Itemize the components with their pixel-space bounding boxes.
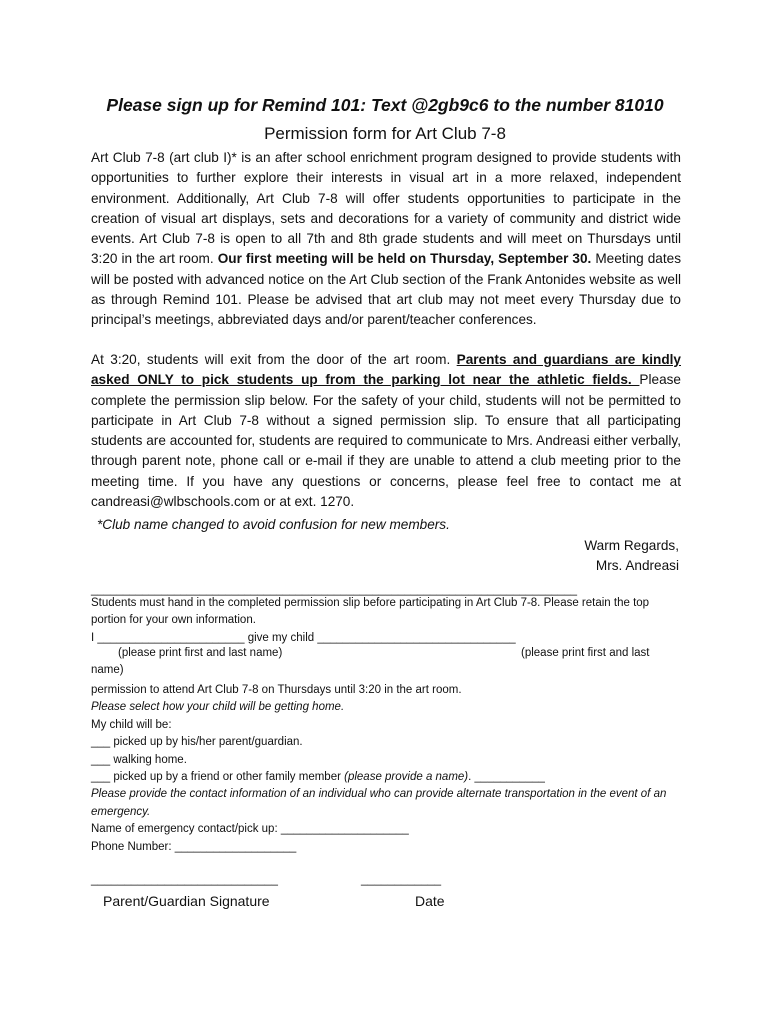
cut-line: ____________________________________________________________________________ <box>91 584 578 596</box>
emergency-contact-line: Name of emergency contact/pick up: ____________________ <box>91 823 409 836</box>
slip-instruction: Students must hand in the completed permission slip before participating in Art Club 7-8. Please retain the top portion for your own information. <box>91 597 650 627</box>
form-title: Permission form for Art Club 7-8 <box>264 124 506 143</box>
date-label: Date <box>415 893 445 909</box>
option-parent-pickup: ___ picked up by his/her parent/guardian. <box>91 736 303 749</box>
slip-header <box>91 595 671 647</box>
child-name-hint-continued: name) <box>91 664 124 676</box>
emergency-prompt: Please provide the contact information of an individual who can provide alternate transportation in the event of an emergency. <box>91 788 667 818</box>
parent-child-fill-line: I _______________________ give my child _______________________________ <box>91 631 516 644</box>
club-name-note: *Club name changed to avoid confusion for new members. <box>97 517 450 532</box>
phone-number-line: Phone Number: ___________________ <box>91 840 297 853</box>
option-friend-text: ___ picked up by a friend or other family member <box>91 771 345 784</box>
my-child-label: My child will be: <box>91 718 172 731</box>
signature-label: Parent/Guardian Signature <box>103 893 270 909</box>
child-name-hint: (please print first and last <box>521 647 650 659</box>
closing-signer: Mrs. Andreasi <box>595 558 679 573</box>
slip-body <box>91 682 671 856</box>
permission-statement: permission to attend Art Club 7-8 on Thursdays until 3:20 in the art room. <box>91 684 462 696</box>
intro-text-b: Meeting dates will be posted with advanced notice on the Art Club section of the Frank Antonides website as well as through Remind 101. Please be advised that art club may not meet every Thursday due to principal’s meetings, abbreviated days and/or parent/teacher conferences. <box>91 251 681 328</box>
dismissal-paragraph <box>91 350 681 512</box>
dismissal-text-a: At 3:20, students will exit from the door of the art room. <box>91 352 457 367</box>
first-meeting-notice: Our first meeting will be held on Thursday, September 30. <box>217 251 592 267</box>
dismissal-text-b: Please complete the permission slip below. For the safety of your child, students will not be permitted to participate in Art Club 7-8 without a signed permission slip. To ensure that all participating students are accounted for, students are required to communicate to Mrs. Andreasi either verbally, through parent note, phone call or e-mail if they are unable to attend a club meeting prior to the meeting time. If you have any questions or concerns, please feel free to contact me at candreasi@wlbschools.com or at ext. 1270. <box>91 372 681 510</box>
intro-text-a: Art Club 7-8 (art club I)* is an after school enrichment program designed to provide students with opportunities to further explore their interests in visual art in a more relaxed, independent environment. Additionally, Art Club 7-8 will offer students opportunities to participate in the creation of visual art displays, sets and decorations for a variety of community and district wide events. Art Club 7-8 is open to all 7th and 8th grade students and will meet on Thursdays until 3:20 in the art room. <box>91 150 681 267</box>
transport-prompt: Please select how your child will be getting home. <box>91 701 345 714</box>
remind-signup-headline: Please sign up for Remind 101: Text @2gb9c6 to the number 81010 <box>106 95 664 115</box>
option-friend-hint: (please provide a name) <box>344 771 469 784</box>
parent-name-hint: (please print first and last name) <box>118 647 283 659</box>
pickup-location-notice: Parents and guardians are kindly asked ONLY to pick students up from the parking lot near the athletic fields. <box>91 352 681 388</box>
closing-salutation: Warm Regards, <box>584 538 679 553</box>
date-line: ____________ <box>361 872 442 886</box>
option-walking: ___ walking home. <box>91 753 187 766</box>
option-friend-pickup <box>91 771 545 783</box>
option-friend-blank: . ___________ <box>468 771 545 784</box>
signature-line: ____________________________ <box>91 872 278 886</box>
intro-paragraph <box>91 148 681 331</box>
